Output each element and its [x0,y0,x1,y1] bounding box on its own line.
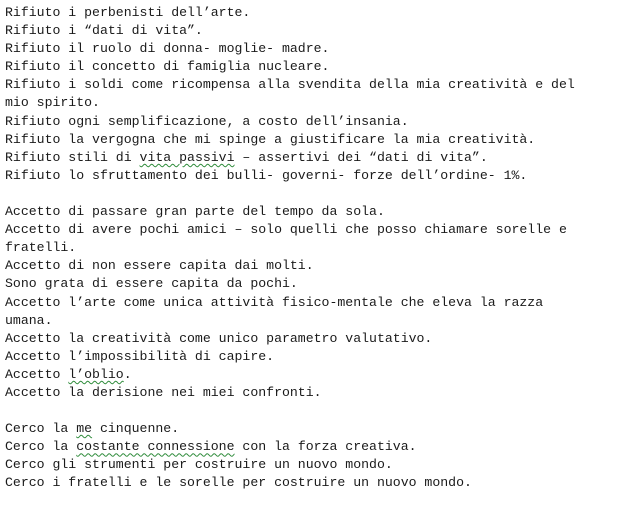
text-line: Cerco i fratelli e le sorelle per costruire un nuovo mondo. [5,475,472,491]
text-line: Rifiuto la vergogna che mi spinge a giustificare la mia creatività. [5,131,536,147]
text-segment: Cerco la [5,439,77,455]
text-segment: Cerco la [5,421,77,437]
text-line: fratelli. [5,240,77,256]
text-line: Accetto la creatività come unico parametro valutativo. [5,330,433,346]
document-body [5,4,633,493]
text-segment: Rifiuto stili di [5,149,140,165]
grammar-marked-text[interactable]: vita passivi [139,149,235,165]
text-line: Rifiuto il ruolo di donna- moglie- madre. [5,41,330,57]
paragraph-gap [5,402,633,420]
text-segment: – assertivi dei “dati di vita”. [234,149,488,165]
text-line: Accetto di passare gran parte del tempo da sola. [5,204,385,220]
text-line: Rifiuto ogni semplificazione, a costo dell’insania. [5,113,409,129]
text-line: Rifiuto lo sfruttamento dei bulli- governi- forze dell’ordine- 1%. [5,167,528,183]
text-segment: Accetto [5,366,69,382]
grammar-marked-text[interactable]: costante connessione [76,439,235,455]
text-segment: . [123,366,132,382]
text-line: Sono grata di essere capita da pochi. [5,276,298,292]
text-line: Accetto l’arte come unica attività fisico-mentale che eleva la razza [5,294,544,310]
grammar-marked-text[interactable]: me [76,421,93,437]
text-line: Rifiuto i “dati di vita”. [5,23,203,39]
section-rifiuto [5,4,633,185]
text-segment: con la forza creativa. [234,439,417,455]
section-cerco [5,420,633,492]
text-line: Rifiuto i soldi come ricompensa alla svendita della mia creatività e del [5,77,575,93]
text-segment: cinquenne. [92,421,180,437]
text-line [5,438,633,456]
text-line: umana. [5,312,53,328]
text-line: Cerco gli strumenti per costruire un nuovo mondo. [5,457,393,473]
text-line: Accetto la derisione nei miei confronti. [5,384,322,400]
text-line: Accetto di non essere capita dai molti. [5,258,314,274]
text-line: Rifiuto i perbenisti dell’arte. [5,5,251,20]
text-line: mio spirito. [5,95,100,111]
paragraph-gap [5,185,633,203]
text-line [5,420,633,438]
text-line [5,366,633,384]
text-line [5,149,633,167]
grammar-marked-text[interactable]: l’oblio [68,366,124,382]
text-line: Rifiuto il concetto di famiglia nucleare. [5,59,330,75]
section-accetto [5,203,633,402]
text-line: Accetto l’impossibilità di capire. [5,348,275,364]
text-line: Accetto di avere pochi amici – solo quelli che posso chiamare sorelle e [5,222,567,238]
